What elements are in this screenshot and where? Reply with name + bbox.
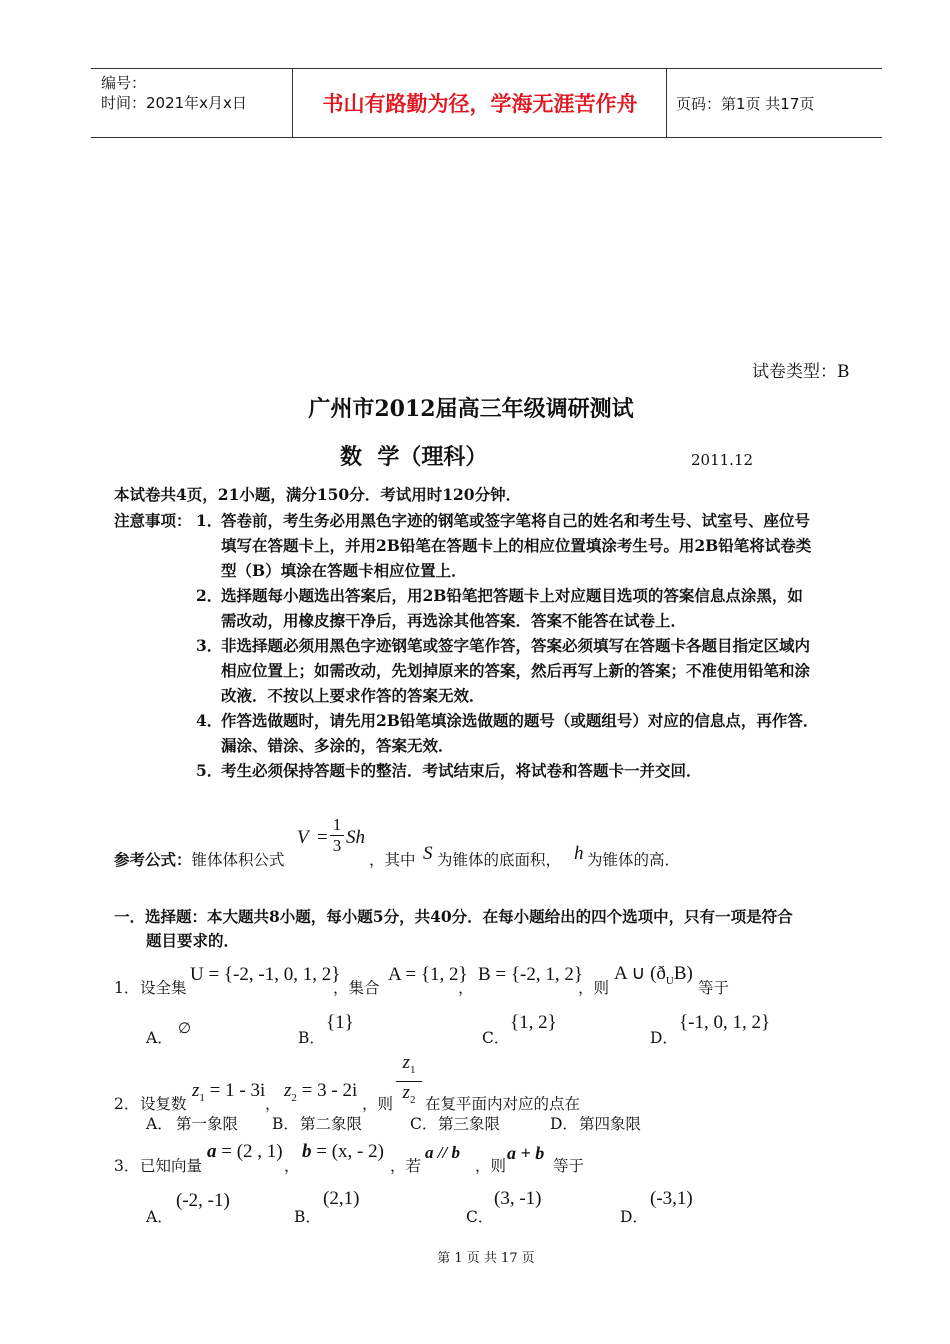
exam-intro: 本试卷共4页，21小题，满分150分．考试用时120分钟． [114, 485, 522, 504]
math-part: = 1 - 3i [209, 1080, 266, 1101]
math-part: = 3 - 2i [301, 1080, 358, 1101]
question-text: 等于 [553, 1157, 585, 1175]
section-line: 一．选择题：本大题共8小题，每小题5分，共40分．在每小题给出的四个选项中，只有一项是符合 [114, 907, 793, 926]
formula-v: V [297, 827, 309, 848]
option-value: 第四象限 [579, 1115, 642, 1133]
question-number: 3． [114, 1157, 140, 1175]
option-label: A． [146, 1208, 173, 1226]
math-expr: U = {-2, -1, 0, 1, 2} [190, 964, 341, 985]
question-text: ， [265, 1095, 281, 1113]
math-expr [614, 962, 693, 987]
question-text: ，集合 [333, 979, 380, 997]
question-text: 设复数 [140, 1095, 187, 1113]
math-subscript: 2 [409, 1093, 416, 1106]
question-text: ， [458, 979, 474, 997]
note-number: 2． [196, 586, 223, 605]
math-subscript: 1 [199, 1091, 205, 1104]
question-text: ，则 [475, 1157, 507, 1175]
fraction-denominator: 3 [332, 836, 342, 855]
math-part: = (2 , 1) [221, 1141, 283, 1162]
page-title: 广州市2012届高三年级调研测试 [308, 396, 634, 422]
exam-date: 2011.12 [691, 451, 754, 469]
note-line: 型（B）填涂在答题卡相应位置上． [221, 561, 467, 580]
note-number: 5． [196, 761, 223, 780]
page-footer: 第 1 页 共 17 页 [437, 1251, 535, 1266]
formula-row [114, 848, 285, 870]
fraction-numerator: 1 [332, 815, 342, 834]
note-line: 非选择题必须用黑色字迹钢笔或签字笔作答，答案必须填写在答题卡各题目指定区域内 [221, 636, 811, 655]
question-text: ，则 [362, 1095, 394, 1113]
formula-eq: = [317, 827, 328, 848]
option-value: (-3,1) [650, 1188, 693, 1209]
math-part: z [402, 1052, 410, 1073]
math-subscript: 1 [409, 1063, 416, 1076]
formula-fraction [330, 815, 344, 856]
option-value: {1, 2} [510, 1012, 557, 1033]
math-part: z [402, 1081, 410, 1103]
question-text: ，则 [578, 979, 610, 997]
note-line: 漏涂、错涂、多涂的，答案无效． [221, 736, 454, 755]
math-fraction [396, 1052, 422, 1111]
math-expr: a + b [507, 1143, 545, 1163]
math-part: b [302, 1141, 312, 1162]
question-text: ， [284, 1157, 300, 1175]
note-line: 作答选做题时，请先用2B铅笔填涂选做题的题号（或题组号）对应的信息点，再作答． [221, 711, 819, 730]
header-left [101, 73, 247, 113]
math-expr [207, 1141, 283, 1163]
math-part: = (x, - 2) [316, 1141, 384, 1162]
question-text: ，若 [390, 1157, 422, 1175]
math-expr [284, 1080, 357, 1104]
option-value: {-1, 0, 1, 2} [679, 1012, 771, 1033]
formula-text: 锥体体积公式 [191, 851, 285, 869]
note-text [221, 583, 803, 633]
note-text [221, 708, 818, 758]
math-part: A ∪ (ð [614, 963, 666, 984]
option-value: 第一象限 [176, 1115, 239, 1133]
math-part: B) [673, 963, 693, 984]
note-line: 选择题每小题选出答案后，用2B铅笔把答题卡上对应题目选项的答案信息点涂黑，如 [221, 586, 803, 605]
question-text: 设全集 [140, 979, 187, 997]
math-subscript: U [665, 974, 674, 987]
fraction-denominator [396, 1082, 422, 1111]
formula-text: ，其中 [369, 851, 416, 869]
option-value: 第三象限 [438, 1115, 501, 1133]
section-heading [114, 905, 793, 953]
formula-h: h [574, 843, 584, 864]
option-value: ∅ [178, 1021, 192, 1037]
note-line: 考生必须保持答题卡的整洁．考试结束后，将试卷和答题卡一并交回． [221, 761, 702, 780]
question-text: 在复平面内对应的点在 [425, 1095, 581, 1113]
formula-text: 为锥体的底面积， [437, 851, 562, 869]
time-label: 时间：2021年x月x日 [101, 94, 247, 112]
question-text: 等于 [698, 979, 730, 997]
note-line: 改液．不按以上要求作答的答案无效． [221, 686, 485, 705]
note-item [196, 633, 222, 658]
math-expr: A = {1, 2} [388, 964, 468, 985]
math-subscript: 2 [291, 1091, 297, 1104]
fraction-numerator [396, 1052, 422, 1081]
formula-s: S [423, 843, 433, 864]
page-subtitle: 数 学（理科） [340, 444, 488, 470]
math-expr: B = {-2, 1, 2} [478, 964, 583, 985]
note-line: 相应位置上；如需改动，先划掉原来的答案，然后再写上新的答案；不准使用铅笔和涂 [221, 661, 811, 680]
option-label: A． [146, 1029, 173, 1047]
note-item [196, 583, 222, 608]
note-item [196, 508, 222, 533]
option-label: D． [620, 1208, 648, 1226]
option-value: (3, -1) [494, 1188, 542, 1209]
question-text: 已知向量 [140, 1157, 203, 1175]
option-value: 第二象限 [300, 1115, 363, 1133]
note-item [196, 708, 222, 733]
option-label: B． [272, 1115, 299, 1133]
math-expr [302, 1141, 384, 1163]
page-label: 页码：第1页 共17页 [676, 95, 815, 113]
question-number: 1． [114, 979, 140, 997]
option-label: B． [294, 1208, 321, 1226]
math-expr: a // b [425, 1143, 460, 1162]
note-number: 1． [196, 511, 223, 530]
option-label: C． [482, 1029, 510, 1047]
note-number: 4． [196, 711, 223, 730]
note-line: 答卷前，考生务必用黑色字迹的钢笔或签字笔将自己的姓名和考生号、试室号、座位号 [221, 511, 811, 530]
note-number: 3． [196, 636, 223, 655]
number-label: 编号： [101, 74, 147, 92]
motto: 书山有路勤为径，学海无涯苦作舟 [322, 92, 638, 116]
note-text [221, 758, 702, 783]
formula-text: 为锥体的高． [587, 851, 681, 869]
note-text [221, 633, 810, 708]
option-label: D． [550, 1115, 578, 1133]
paper-type: 试卷类型：B [752, 362, 850, 382]
option-value: (2,1) [323, 1188, 360, 1209]
option-label: C． [410, 1115, 438, 1133]
notes-label: 注意事项： [114, 511, 192, 530]
note-line: 需改动，用橡皮擦干净后，再选涂其他答案．答案不能答在试卷上． [221, 611, 687, 630]
note-item [196, 758, 222, 783]
math-part: z [192, 1080, 200, 1101]
option-label: B． [298, 1029, 325, 1047]
section-line: 题目要求的． [146, 931, 240, 950]
header-table [91, 68, 882, 138]
option-value: {1} [326, 1012, 354, 1033]
option-label: A． [146, 1115, 173, 1133]
note-line: 填写在答题卡上，并用2B铅笔在答题卡上的相应位置填涂考生号。用2B铅笔将试卷类 [221, 536, 812, 555]
option-value: (-2, -1) [176, 1190, 230, 1211]
math-part: z [284, 1080, 292, 1101]
math-expr [192, 1080, 265, 1104]
option-label: D． [650, 1029, 678, 1047]
note-text [221, 508, 811, 583]
math-part: a [207, 1141, 217, 1162]
option-label: C． [466, 1208, 494, 1226]
formula-sh: Sh [346, 827, 365, 848]
question-number: 2． [114, 1095, 140, 1113]
formula-label: 参考公式： [114, 850, 192, 869]
